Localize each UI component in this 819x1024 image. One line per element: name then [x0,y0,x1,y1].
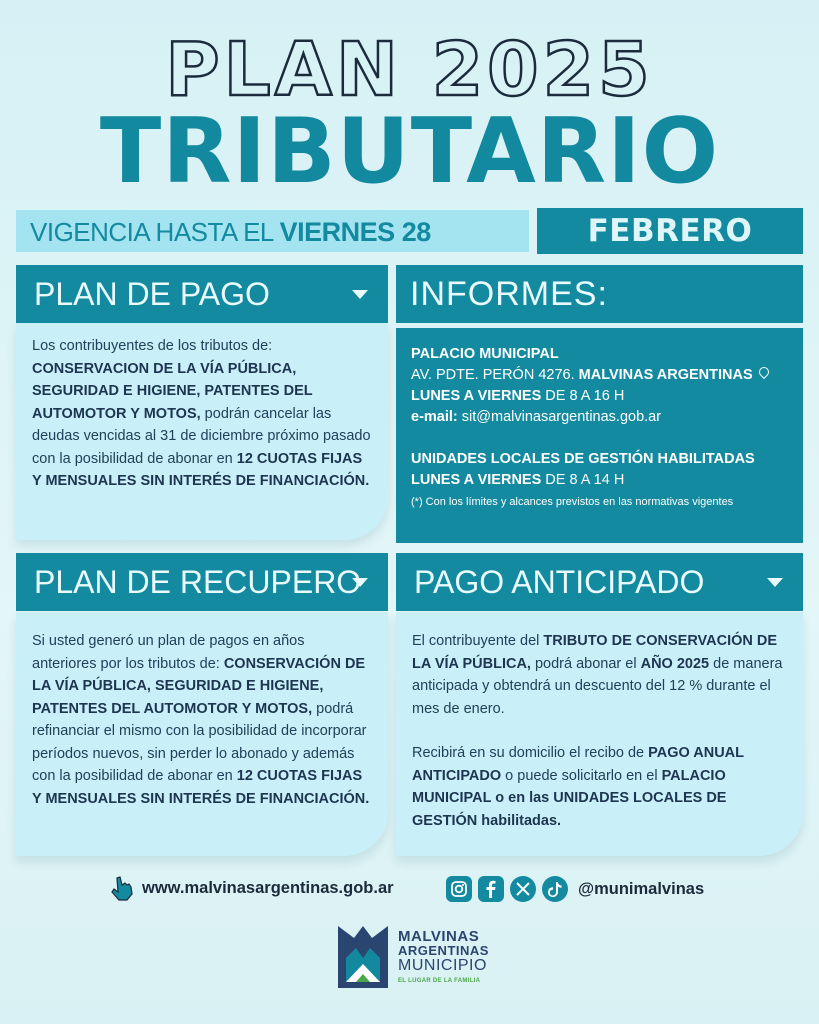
malvinas-logo-mark [334,918,392,990]
vigencia-date: VIERNES 28 [279,217,431,247]
social-handle[interactable]: @munimalvinas [578,879,705,898]
informes-email-label: e-mail: [411,409,462,425]
pago-anticipado-text-1: El contribuyente del TRIBUTO DE CONSERVACIÓN DE LA VÍA PÚBLICA, podrá abonar el AÑO 2025 de manera anticipada y obtendrá un descuento del 12 % durante el mes de enero. [412,633,783,717]
logo-tagline: EL LUGAR DE LA FAMILIA [398,978,481,984]
hand-pointer-icon [108,875,134,901]
website-link[interactable] [108,874,394,902]
logo-line-2: ARGENTINAS [398,943,489,958]
pago-anticipado-text-2: Recibirá en su domicilio el recibo de PAGO ANUAL ANTICIPADO o puede solicitarlo en el PALACIO MUNICIPAL o en las UNIDADES LOCALES DE GESTIÓN habilitadas. [412,745,744,829]
informes-address: AV. PDTE. PERÓN 4276. [411,367,579,383]
plan-recupero-body [16,612,388,856]
vigencia-prefix: VIGENCIA HASTA EL [30,217,280,247]
location-pin-icon [757,365,771,379]
instagram-icon[interactable] [446,876,472,902]
informes-email-link[interactable]: sit@malvinasargentinas.gob.ar [461,409,662,425]
informes-place: PALACIO MUNICIPAL [411,346,559,362]
informes-header: INFORMES: [396,265,803,323]
vigencia-month: FEBRERO [537,208,803,254]
informes-days-1: LUNES A VIERNES [411,388,542,404]
website-text: www.malvinasargentinas.gob.ar [142,878,394,897]
logo-line-1: MALVINAS [398,928,480,945]
vigencia-banner [16,210,529,252]
facebook-icon[interactable] [478,876,504,902]
chevron-down-icon [767,578,783,587]
informes-body [396,328,803,543]
plan-pago-body [16,323,388,540]
informes-days-2: LUNES A VIERNES [411,472,542,488]
tiktok-icon[interactable] [542,876,568,902]
plan-recupero-text: Si usted generó un plan de pagos en años anteriores por los tributos de: CONSERVACIÓN DE LA VÍA PÚBLICA, SEGURIDAD E HIGIENE, PATENTES DEL AUTOMOTOR Y MOTOS, podrá refinanciar el mismo con la posibilidad de incorporar períodos nuevos, sin perder lo abonado y además con la posibilidad de abonar en 12 CUOTAS FIJAS Y MENSUALES SIN INTERÉS DE FINANCIACIÓN. [32,633,370,807]
informes-hours-2: DE 8 A 14 H [541,472,625,488]
x-icon[interactable] [510,876,536,902]
social-links [446,874,704,904]
plan-recupero-title: PLAN DE RECUPERO [34,564,362,600]
logo-line-3: MUNICIPIO [398,957,487,974]
pago-anticipado-header[interactable] [396,553,803,611]
chevron-down-icon [352,578,368,587]
title-plan-2025: PLAN 2025 [165,27,654,113]
chevron-down-icon [352,290,368,299]
informes-note: (*) Con los límites y alcances previstos en las normativas vigentes [411,496,734,508]
informes-hours-1: DE 8 A 16 H [541,388,625,404]
logo-text [398,930,489,988]
pago-anticipado-body [396,612,803,856]
plan-pago-title: PLAN DE PAGO [34,276,270,312]
plan-pago-text: Los contribuyentes de los tributos de: CONSERVACION DE LA VÍA PÚBLICA, SEGURIDAD E HIGIENE, PATENTES DEL AUTOMOTOR Y MOTOS, podrán cancelar las deudas vencidas al 31 de diciembre próximo pasado con la posibilidad de abonar en 12 CUOTAS FIJAS Y MENSUALES SIN INTERÉS DE FINANCIACIÓN. [32,338,371,489]
informes-city: MALVINAS ARGENTINAS [578,367,753,383]
title-tributario: TRIBUTARIO [99,99,720,204]
pago-anticipado-title: PAGO ANTICIPADO [414,564,705,600]
plan-pago-header[interactable] [16,265,388,323]
plan-recupero-header[interactable] [16,553,388,611]
municipio-logo [334,916,494,990]
informes-units: UNIDADES LOCALES DE GESTIÓN HABILITADAS [411,451,755,467]
